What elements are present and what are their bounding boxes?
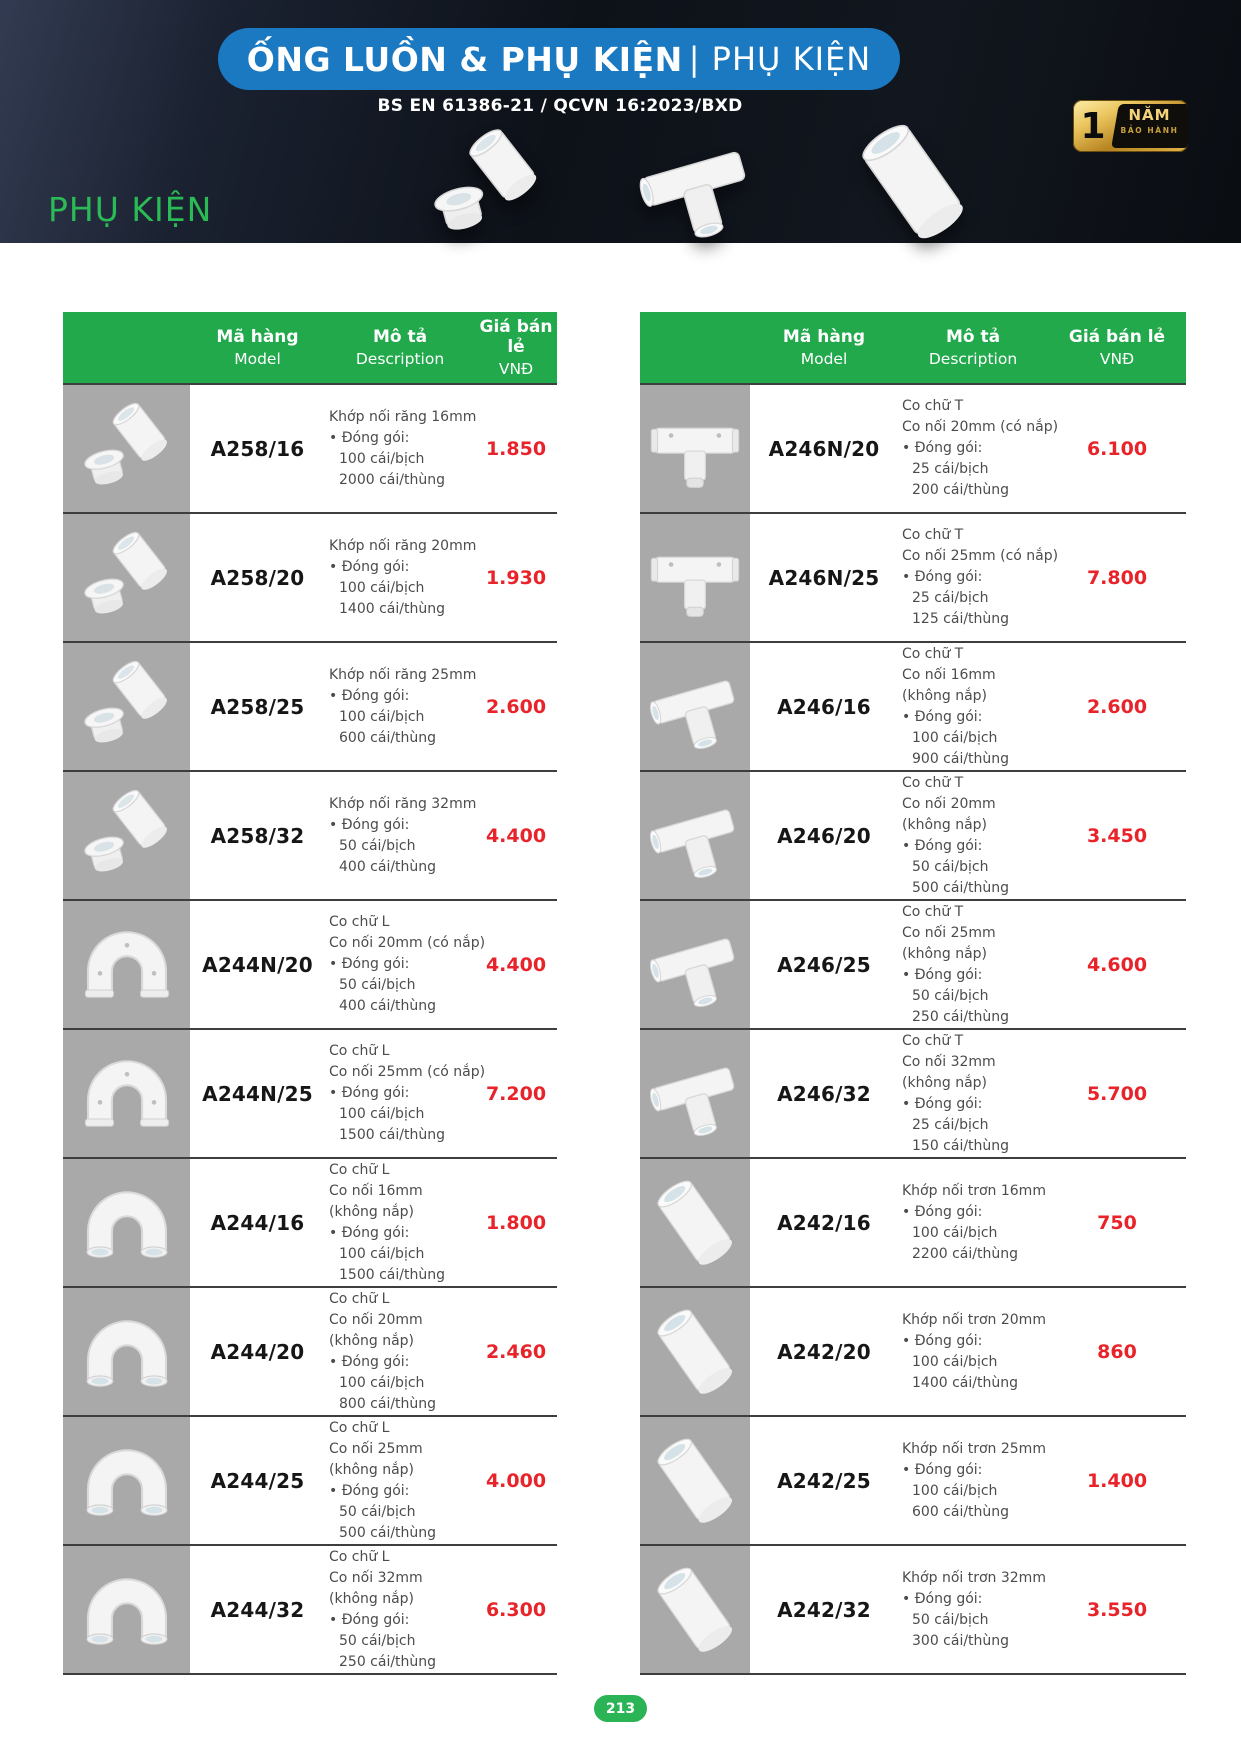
description-line: Co chữ T <box>902 645 964 662</box>
description-line: 100 cái/bịch <box>912 1224 998 1241</box>
description-line: 125 cái/thùng <box>912 611 1010 627</box>
product-description <box>898 1546 1048 1673</box>
elbow-icon <box>75 1554 179 1666</box>
description-line: Co chữ T <box>902 398 964 414</box>
tee-icon <box>643 651 747 763</box>
description-line: 250 cái/thùng <box>339 1653 437 1670</box>
description-line: Khớp nối trơn 16mm <box>902 1182 1046 1199</box>
threaded-coupler-icon <box>75 651 179 763</box>
product-price: 1.930 <box>485 566 547 589</box>
product-price: 6.100 <box>1086 437 1148 460</box>
table-row <box>63 1157 557 1286</box>
elbow-icon <box>75 1296 179 1408</box>
description-line: Khớp nối răng 32mm <box>329 795 477 812</box>
description-line: 100 cái/bịch <box>912 1353 998 1370</box>
description-line: 50 cái/bịch <box>339 1632 416 1649</box>
table-row <box>63 770 557 899</box>
description-line: Co nối 25mm (có nắp) <box>902 548 1059 564</box>
product-description <box>325 514 475 641</box>
product-table-right <box>640 312 1186 1675</box>
description-line: (không nắp) <box>902 687 988 704</box>
table-header-model: Mã hàng Model <box>216 327 299 368</box>
product-image-cell <box>63 901 190 1028</box>
description-line: 25 cái/bịch <box>912 1116 989 1133</box>
description-line: Co nối 20mm (có nắp) <box>329 935 486 951</box>
product-model: A258/16 <box>210 436 305 461</box>
description-line: Co chữ L <box>329 1043 390 1059</box>
product-model: A246/16 <box>777 694 871 719</box>
description-line: 100 cái/bịch <box>339 450 425 467</box>
table-row <box>640 1286 1186 1415</box>
description-line: (không nắp) <box>902 1074 988 1091</box>
description-line: • Đóng gói: <box>902 966 983 983</box>
description-line: • Đóng gói: <box>329 1611 410 1628</box>
description-line: Co nối 16mm <box>329 1182 423 1199</box>
product-price: 2.600 <box>485 695 547 718</box>
description-line: Khớp nối răng 16mm <box>329 408 477 425</box>
description-line: Co chữ L <box>329 914 390 930</box>
product-price: 1.400 <box>1086 1469 1148 1492</box>
description-line: • Đóng gói: <box>902 837 983 854</box>
product-model: A244/25 <box>210 1468 305 1493</box>
description-line: Khớp nối trơn 25mm <box>902 1440 1046 1457</box>
description-line: 100 cái/bịch <box>339 1245 425 1262</box>
product-image-cell <box>63 1546 190 1673</box>
product-description <box>898 1030 1048 1157</box>
product-price: 1.800 <box>485 1211 547 1234</box>
description-line: 25 cái/bịch <box>912 461 989 477</box>
tee-icon <box>596 120 796 250</box>
description-line: 100 cái/bịch <box>339 708 425 725</box>
coupler-icon <box>643 1296 747 1408</box>
product-image-cell <box>63 385 190 512</box>
description-line: Khớp nối răng 20mm <box>329 537 477 554</box>
description-line: 2200 cái/thùng <box>912 1245 1018 1262</box>
product-description <box>325 643 475 770</box>
description-line: Khớp nối trơn 20mm <box>902 1311 1046 1328</box>
description-line: • Đóng gói: <box>329 429 410 446</box>
table-header-description: Mô tả Description <box>355 327 445 368</box>
product-image-cell <box>63 643 190 770</box>
description-line: 300 cái/thùng <box>912 1632 1010 1649</box>
description-line: 600 cái/thùng <box>912 1503 1010 1520</box>
warranty-years: 1 <box>1080 105 1106 147</box>
product-price: 860 <box>1097 1340 1137 1363</box>
product-description <box>898 1288 1048 1415</box>
description-line: 50 cái/bịch <box>339 977 416 993</box>
product-model: A242/16 <box>777 1210 871 1235</box>
elbow-capped-icon <box>75 909 179 1021</box>
description-line: (không nắp) <box>329 1590 415 1607</box>
description-line: 1400 cái/thùng <box>339 600 445 617</box>
product-model: A244N/25 <box>202 1081 313 1106</box>
product-image-cell <box>63 1417 190 1544</box>
product-description <box>325 1159 475 1286</box>
table-body <box>640 383 1186 1675</box>
product-model: A244/16 <box>210 1210 305 1235</box>
product-model: A244/32 <box>210 1597 305 1622</box>
description-line: • Đóng gói: <box>902 1203 983 1220</box>
product-price: 4.600 <box>1086 953 1148 976</box>
description-line: • Đóng gói: <box>329 816 410 833</box>
description-line: (không nắp) <box>329 1461 415 1478</box>
description-line: • Đóng gói: <box>329 1353 410 1370</box>
description-line: Co nối 20mm <box>902 795 996 812</box>
threaded-coupler-icon <box>75 780 179 892</box>
description-line: Co chữ L <box>329 1161 390 1178</box>
description-line: 100 cái/bịch <box>912 1482 998 1499</box>
product-image-cell <box>640 1030 750 1157</box>
product-model: A242/25 <box>777 1468 871 1493</box>
description-line: • Đóng gói: <box>329 1224 410 1241</box>
coupler-icon <box>643 1167 747 1279</box>
product-model: A258/25 <box>210 694 305 719</box>
description-line: Co chữ T <box>902 527 964 543</box>
description-line: 250 cái/thùng <box>912 1008 1010 1025</box>
product-description <box>898 643 1048 770</box>
product-price: 6.300 <box>485 1598 547 1621</box>
product-model: A246/20 <box>777 823 871 848</box>
description-line: (không nắp) <box>902 816 988 833</box>
warranty-badge <box>1073 100 1188 152</box>
product-image-cell <box>640 385 750 512</box>
description-line: 500 cái/thùng <box>339 1524 437 1541</box>
description-line: Co chữ L <box>329 1548 390 1565</box>
product-description <box>325 772 475 899</box>
product-description <box>325 1417 475 1544</box>
product-image-cell <box>640 1546 750 1673</box>
description-line: Khớp nối trơn 32mm <box>902 1569 1046 1586</box>
product-model: A246/32 <box>777 1081 871 1106</box>
standards-text: BS EN 61386-21 / QCVN 16:2023/BXD <box>377 96 743 116</box>
description-line: 500 cái/thùng <box>912 879 1010 896</box>
description-line: Co nối 25mm (có nắp) <box>329 1064 486 1080</box>
product-price: 4.400 <box>485 953 547 976</box>
product-model: A246N/25 <box>768 565 880 590</box>
product-price: 2.600 <box>1086 695 1148 718</box>
tee-icon <box>643 780 747 892</box>
description-line: 400 cái/thùng <box>339 998 437 1014</box>
product-price: 2.460 <box>485 1340 547 1363</box>
description-line: 100 cái/bịch <box>912 729 998 746</box>
coupler-icon <box>643 1425 747 1537</box>
description-line: 50 cái/bịch <box>339 837 416 854</box>
table-header <box>63 312 557 383</box>
product-description <box>898 514 1059 641</box>
description-line: 25 cái/bịch <box>912 590 989 606</box>
product-image-cell <box>63 1030 190 1157</box>
table-row <box>63 1286 557 1415</box>
product-description <box>325 1030 486 1157</box>
product-model: A246/25 <box>777 952 871 977</box>
description-line: Co nối 16mm <box>902 666 996 683</box>
tee-icon <box>643 909 747 1021</box>
elbow-capped-icon <box>75 1038 179 1150</box>
hero-header <box>0 0 1241 243</box>
table-row <box>640 899 1186 1028</box>
description-line: Co nối 25mm <box>329 1440 423 1457</box>
description-line: 100 cái/bịch <box>339 579 425 596</box>
description-line: • Đóng gói: <box>329 558 410 575</box>
product-price: 1.850 <box>485 437 547 460</box>
product-price: 7.800 <box>1086 566 1148 589</box>
product-description <box>898 385 1059 512</box>
product-model: A258/20 <box>210 565 305 590</box>
table-row <box>63 1415 557 1544</box>
threaded-coupler-icon <box>75 522 179 634</box>
product-price: 750 <box>1097 1211 1137 1234</box>
elbow-icon <box>75 1167 179 1279</box>
description-line: Co chữ T <box>902 774 964 791</box>
table-row <box>63 383 557 512</box>
description-line: Co nối 32mm <box>329 1569 423 1586</box>
tee-capped-icon <box>643 393 747 505</box>
product-image-cell <box>640 1288 750 1415</box>
banner-title-bold: ỐNG LUỒN & PHỤ KIỆN <box>246 39 683 79</box>
product-description <box>898 1159 1048 1286</box>
product-description <box>898 901 1048 1028</box>
table-row <box>640 1415 1186 1544</box>
product-image-cell <box>640 772 750 899</box>
description-line: • Đóng gói: <box>329 956 410 972</box>
elbow-icon <box>75 1425 179 1537</box>
description-line: • Đóng gói: <box>902 708 983 725</box>
product-image-cell <box>63 514 190 641</box>
product-price: 4.400 <box>485 824 547 847</box>
product-model: A244N/20 <box>202 952 313 977</box>
description-line: Co chữ T <box>902 1032 964 1049</box>
product-image-cell <box>63 1159 190 1286</box>
description-line: • Đóng gói: <box>902 569 983 585</box>
description-line: 1500 cái/thùng <box>339 1266 445 1283</box>
table-row <box>63 641 557 770</box>
description-line: 600 cái/thùng <box>339 729 437 746</box>
description-line: • Đóng gói: <box>329 1482 410 1499</box>
description-line: Co chữ L <box>329 1419 390 1436</box>
table-row <box>640 383 1186 512</box>
threaded-coupler-icon <box>75 393 179 505</box>
product-image-cell <box>640 1159 750 1286</box>
product-image-cell <box>640 1417 750 1544</box>
product-model: A244/20 <box>210 1339 305 1364</box>
description-line: 50 cái/bịch <box>339 1503 416 1520</box>
description-line: 100 cái/bịch <box>339 1374 425 1391</box>
coupler-icon <box>828 112 998 252</box>
description-line: • Đóng gói: <box>902 440 983 456</box>
description-line: 50 cái/bịch <box>912 1611 989 1628</box>
product-price: 3.450 <box>1086 824 1148 847</box>
table-row <box>640 512 1186 641</box>
description-line: Co nối 20mm (có nắp) <box>902 419 1059 435</box>
coupler-icon <box>643 1554 747 1666</box>
section-title: PHỤ KIỆN <box>48 190 213 229</box>
product-price: 7.200 <box>485 1082 547 1105</box>
description-line: 800 cái/thùng <box>339 1395 437 1412</box>
table-row <box>640 641 1186 770</box>
product-image-cell <box>63 1288 190 1415</box>
tee-icon <box>643 1038 747 1150</box>
description-line: 400 cái/thùng <box>339 858 437 875</box>
description-line: Co chữ L <box>329 1290 390 1307</box>
product-description <box>898 1417 1048 1544</box>
description-line: 150 cái/thùng <box>912 1137 1010 1154</box>
description-line: • Đóng gói: <box>902 1461 983 1478</box>
description-line: Co nối 32mm <box>902 1053 996 1070</box>
description-line: 50 cái/bịch <box>912 858 989 875</box>
description-line: 50 cái/bịch <box>912 987 989 1004</box>
product-price: 5.700 <box>1086 1082 1148 1105</box>
product-description <box>898 772 1048 899</box>
product-image-cell <box>640 643 750 770</box>
page-number-badge: 213 <box>594 1695 647 1722</box>
product-price: 3.550 <box>1086 1598 1148 1621</box>
description-line: • Đóng gói: <box>902 1590 983 1607</box>
table-row <box>63 1544 557 1673</box>
description-line: 1400 cái/thùng <box>912 1374 1018 1391</box>
table-row <box>63 1028 557 1157</box>
threaded-coupler-icon <box>408 122 566 250</box>
category-banner <box>218 28 900 90</box>
product-description <box>325 1288 475 1415</box>
table-header-price: Giá bán lẻ VNĐ <box>1068 327 1166 368</box>
product-model: A246N/20 <box>768 436 880 461</box>
table-header-description: Mô tả Description <box>928 327 1018 368</box>
table-row <box>640 770 1186 899</box>
table-row <box>640 1028 1186 1157</box>
product-image-cell <box>640 901 750 1028</box>
description-line: 2000 cái/thùng <box>339 471 445 488</box>
table-row <box>63 512 557 641</box>
description-line: Khớp nối răng 25mm <box>329 666 477 683</box>
table-header-model: Mã hàng Model <box>782 327 866 368</box>
product-price: 4.000 <box>485 1469 547 1492</box>
table-row <box>640 1157 1186 1286</box>
description-line: Co nối 20mm <box>329 1311 423 1328</box>
warranty-label: NĂM BẢO HÀNH <box>1120 106 1179 135</box>
description-line: (không nắp) <box>329 1203 415 1220</box>
product-description <box>325 901 486 1028</box>
product-image-cell <box>63 772 190 899</box>
description-line: 1500 cái/thùng <box>339 1127 445 1143</box>
table-body <box>63 383 557 1675</box>
description-line: (không nắp) <box>329 1332 415 1349</box>
description-line: • Đóng gói: <box>902 1332 983 1349</box>
description-line: • Đóng gói: <box>329 1085 410 1101</box>
description-line: (không nắp) <box>902 945 988 962</box>
product-model: A242/20 <box>777 1339 871 1364</box>
table-row <box>63 899 557 1028</box>
tee-capped-icon <box>643 522 747 634</box>
product-table-left <box>63 312 557 1675</box>
table-row <box>640 1544 1186 1673</box>
description-line: 900 cái/thùng <box>912 750 1010 767</box>
product-description <box>325 1546 475 1673</box>
table-header-price: Giá bán lẻ VNĐ <box>479 317 553 378</box>
product-image-cell <box>640 514 750 641</box>
product-model: A242/32 <box>777 1597 871 1622</box>
description-line: Co nối 25mm <box>902 924 996 941</box>
description-line: • Đóng gói: <box>902 1095 983 1112</box>
table-header <box>640 312 1186 383</box>
product-description <box>325 385 475 512</box>
product-model: A258/32 <box>210 823 305 848</box>
description-line: Co chữ T <box>902 903 964 920</box>
description-line: • Đóng gói: <box>329 687 410 704</box>
banner-title-light: | PHỤ KIỆN <box>688 40 872 78</box>
description-line: 100 cái/bịch <box>339 1106 425 1122</box>
description-line: 200 cái/thùng <box>912 482 1010 498</box>
